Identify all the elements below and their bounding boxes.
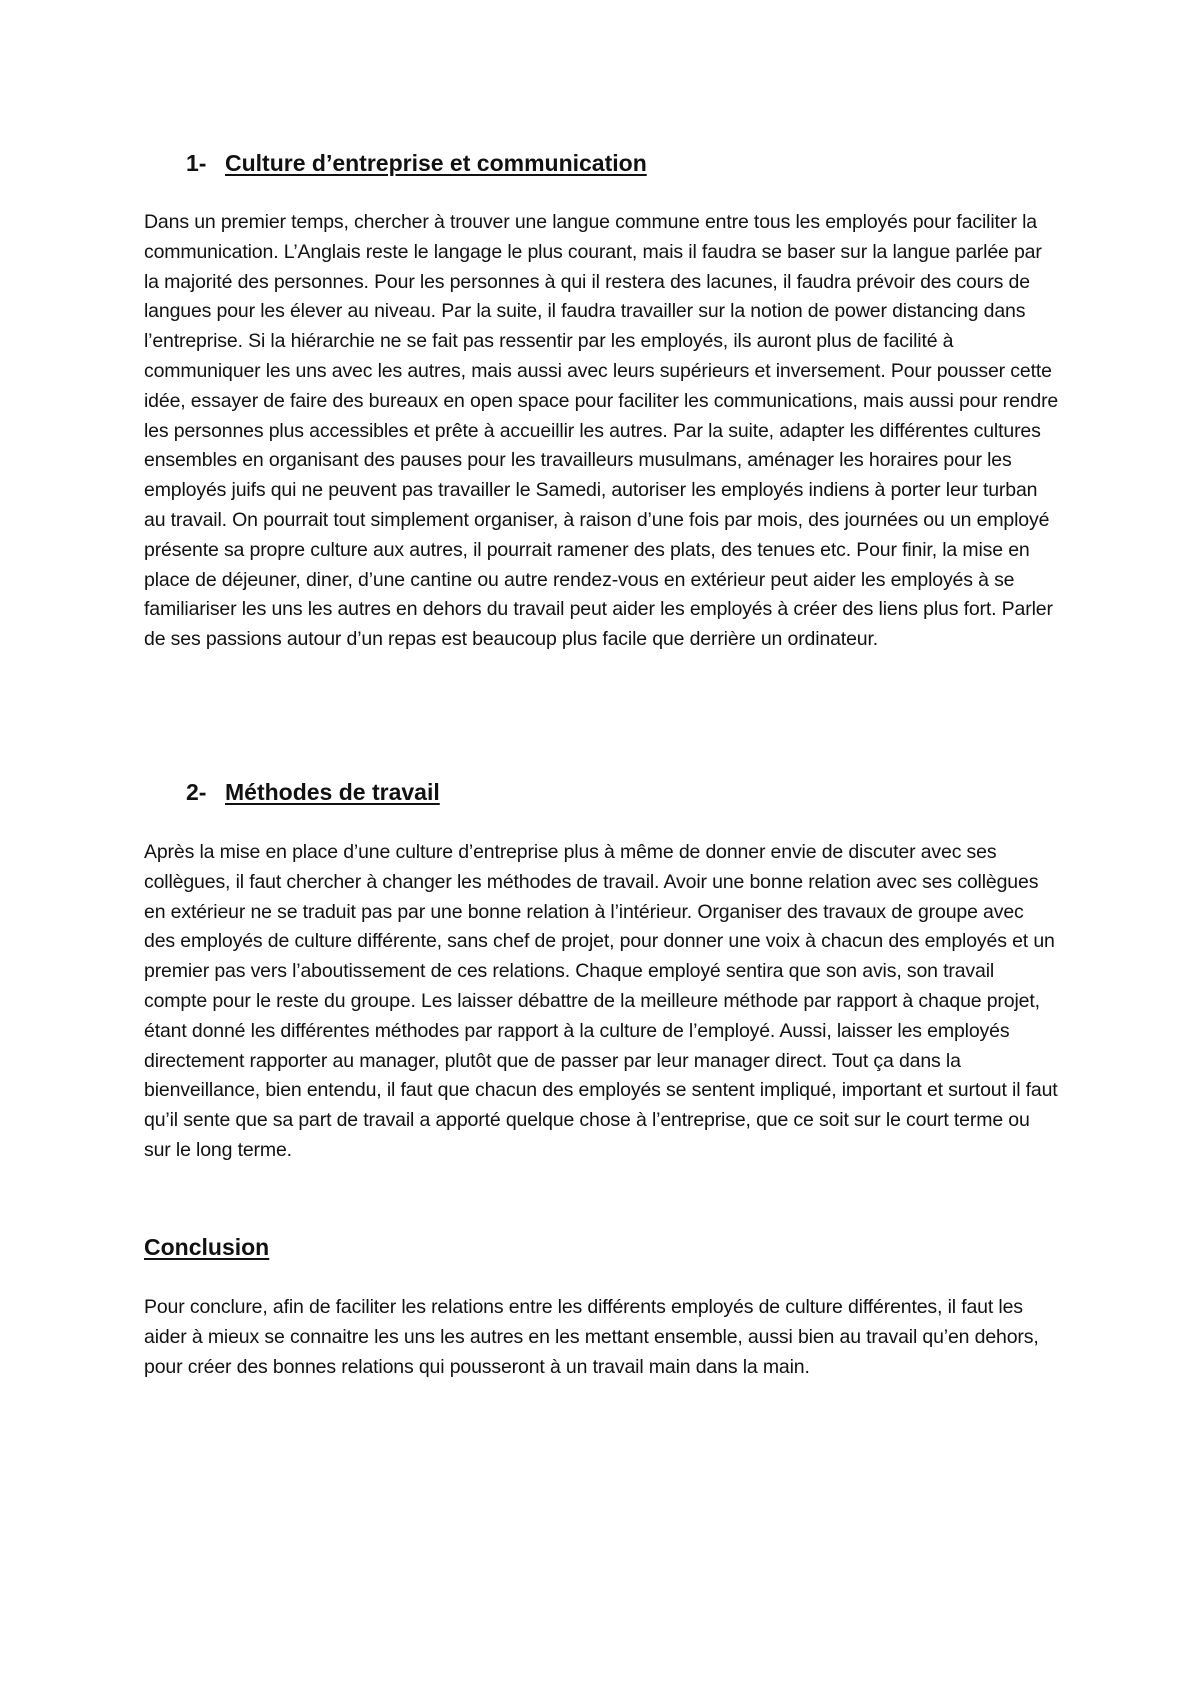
- paragraph-culture: Dans un premier temps, chercher à trouver une langue commune entre tous les employés pour faciliter la communication. L’Anglais reste le langage le plus courant, mais il faudra se baser sur la langue parlée par la majorité des personnes. Pour les personnes à qui il restera des lacunes, il faudra prévoir des cours de langues pour les élever au niveau. Par la suite, il faudra travailler sur la notion de power distancing dans l’entreprise. Si la hiérarchie ne se fait pas ressentir par les employés, ils auront plus de facilité à communiquer les uns avec les autres, mais aussi avec leurs supérieurs et inversement. Pour pousser cette idée, essayer de faire des bureaux en open space pour faciliter les communications, mais aussi pour rendre les personnes plus accessibles et prête à accueillir les autres. Par la suite, adapter les différentes cultures ensembles en organisant des pauses pour les travailleurs musulmans, aménager les horaires pour les employés juifs qui ne peuvent pas travailler le Samedi, autoriser les employés indiens à porter leur turban au travail. On pourrait tout simplement organiser, à raison d’une fois par mois, des journées ou un employé présente sa propre culture aux autres, il pourrait ramener des plats, des tenues etc. Pour finir, la mise en place de déjeuner, diner, d’une cantine ou autre rendez-vous en extérieur peut aider les employés à se familiariser les uns les autres en dehors du travail peut aider les employés à créer des liens plus fort. Parler de ses passions autour d’un repas est beaucoup plus facile que derrière un ordinateur.: [144, 211, 1059, 651]
- paragraph-methodes: Après la mise en place d’une culture d’entreprise plus à même de donner envie de discuter avec ses collègues, il faut chercher à changer les méthodes de travail. Avoir une bonne relation avec ses collègues en extérieur ne se traduit pas par une bonne relation à l’intérieur. Organiser des travaux de groupe avec des employés de culture différente, sans chef de projet, pour donner une voix à chacun des employés et un premier pas vers l’aboutissement de ces relations. Chaque employé sentira que son avis, son travail compte pour le reste du groupe. Les laisser débattre de la meilleure méthode par rapport à chaque projet, étant donné les différentes méthodes par rapport à la culture de l’employé. Aussi, laisser les employés directement rapporter au manager, plutôt que de passer par leur manager direct. Tout ça dans la bienveillance, bien entendu, il faut que chacun des employés se sentent impliqué, important et surtout il faut qu’il sente que sa part de travail a apporté quelque chose à l’entreprise, que ce soit sur le court terme ou sur le long terme.: [144, 841, 1058, 1161]
- section-heading-culture: [186, 148, 647, 178]
- conclusion-heading: [144, 1232, 269, 1262]
- paragraph-conclusion: Pour conclure, afin de faciliter les relations entre les différents employés de culture différentes, il faut les aider à mieux se connaitre les uns les autres en les mettant ensemble, aussi bien au travail qu’en dehors, pour créer des bonnes relations qui pousseront à un travail main dans la main.: [144, 1296, 1039, 1378]
- section-number: 2-: [186, 779, 207, 805]
- section-title: Culture d’entreprise et communication: [225, 150, 647, 176]
- section-title: Méthodes de travail: [225, 779, 440, 805]
- section-heading-methodes: [186, 777, 440, 807]
- conclusion-title: Conclusion: [144, 1234, 270, 1260]
- section-number: 1-: [186, 150, 207, 176]
